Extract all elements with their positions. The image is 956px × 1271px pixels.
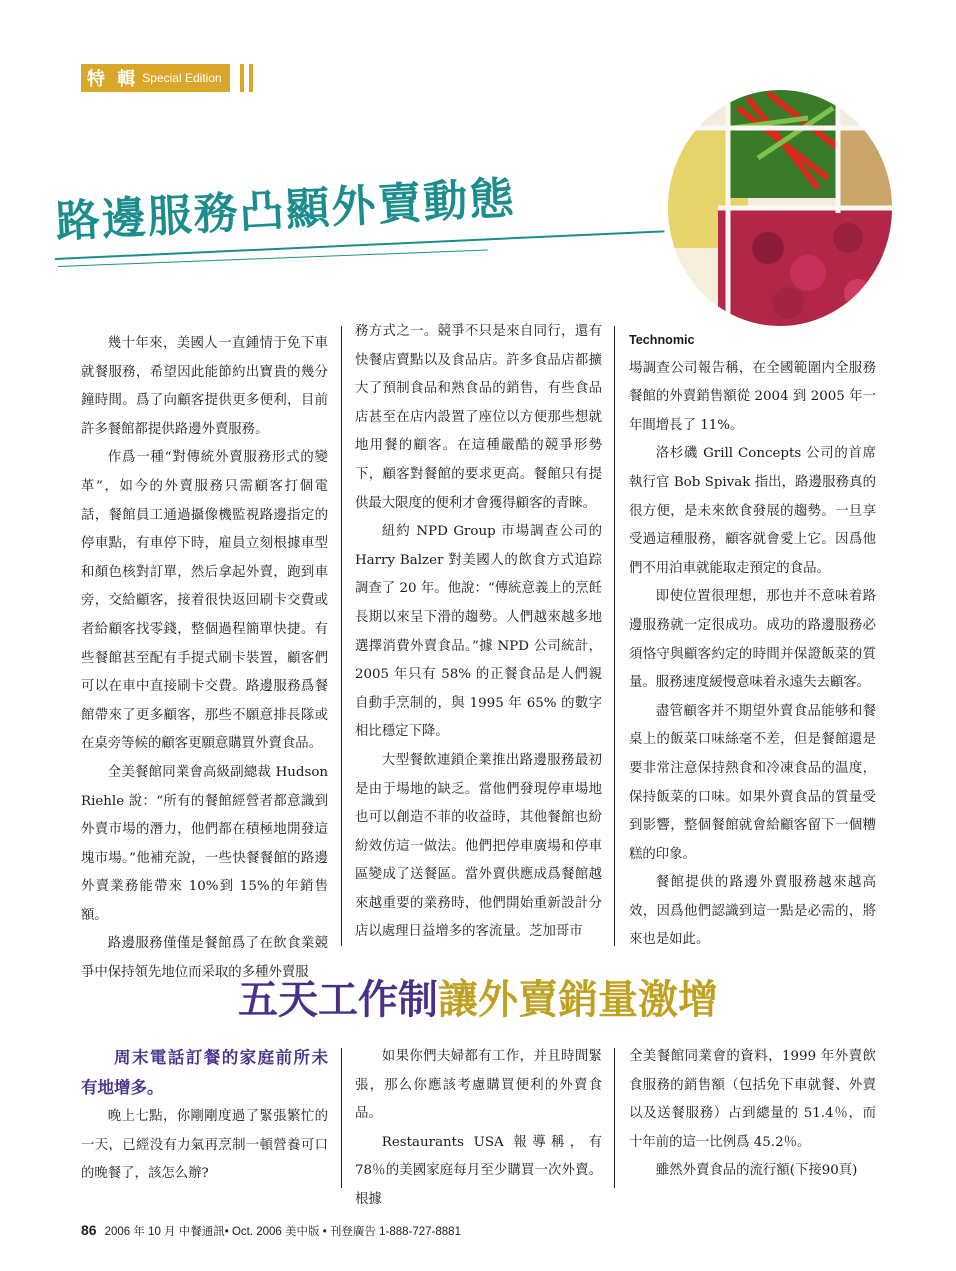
paragraph: Restaurants USA 報導稱，有 78％的美國家庭每月至少購買一次外賣。根據	[355, 1134, 602, 1207]
title-underline-2	[58, 249, 488, 267]
article1-column-2	[355, 318, 602, 947]
paragraph: 如果你們夫婦都有工作，并且時間緊張，那么你應該考慮購買便利的外賣食品。	[355, 1049, 602, 1122]
article2-column-1	[81, 1043, 328, 1189]
section-bar-1	[240, 64, 244, 92]
column-divider	[341, 1048, 342, 1188]
footer-text: 2006 年 10 月 中餐通訊• Oct. 2006 美中版 • 刊登廣告 1-888-727-8881	[104, 1226, 461, 1238]
paragraph: 場調查公司報告稱，在全國範圍内全服務餐館的外賣銷售額從 2004 到 2005 年一年間增長了 11%。	[629, 360, 876, 433]
paragraph: 全美餐館同業會的資料，1999 年外賣飲食服務的銷售額（包括免下車就餐、外賣以及送餐服務）占到總量的 51.4％，而十年前的這一比例爲 45.2％。	[629, 1049, 876, 1150]
article2-lead: 周末電話訂餐的家庭前所未有地增多。	[81, 1048, 328, 1097]
article1-title: 路邊服務凸顯外賣動態	[54, 172, 517, 248]
paragraph: Technomic	[629, 333, 695, 347]
food-photo	[668, 88, 893, 328]
page-number: 86	[81, 1222, 97, 1238]
paragraph: 晚上七點，你剛剛度過了緊張繁忙的一天，已經没有力氣再烹制一頓營養可口的晚餐了，該怎么辦?	[81, 1109, 328, 1182]
column-divider	[614, 326, 615, 946]
paragraph: 作爲一種“對傳統外賣服務形式的變革”，如今的外賣服務只需顧客打個電話，餐館員工通過攝像機監視路邊指定的停車點，有車停下時，雇員立刻根據車型和顏色核對訂單，然后拿起外賣，跑到車旁，交給顧客，接着很快返回刷卡交費或者給顧客找零錢，整個過程簡單快捷。有些餐館甚至配有手提式刷卡裝置，顧客們可以在車中直接刷卡交費。路邊服務爲餐館帶來了更多顧客，那些不願意排長隊或在桌旁等候的顧客更願意購買外賣食品。	[81, 450, 328, 752]
article1-column-3	[629, 326, 876, 955]
article1-column-1	[81, 330, 328, 988]
paragraph: 全美餐館同業會高級副總裁 Hudson Riehle 說：“所有的餐館經營者都意識到外賣市場的潛力，他們都在積極地開發這塊市場。”他補充說，一些快餐餐館的路邊外賣業務能帶來 10%到 15%的年銷售額。	[81, 764, 328, 923]
article2-title-part1: 五天工作制	[238, 976, 438, 1023]
paragraph: 大型餐飲連鎖企業推出路邊服務最初是由于場地的缺乏。當他們發現停車場地也可以創造不菲的收益時，其他餐館也紛紛效仿這一做法。他們把停車廣場和停車區變成了送餐區。當外賣供應成爲餐館越來越重要的業務時，他們開始重新設計分店以處理日益增多的客流量。芝加哥市	[355, 752, 602, 940]
paragraph: 紐約 NPD Group 市場調查公司的 Harry Balzer 對美國人的飲食方式追踪調查了 20 年。他說：“傳統意義上的烹飪長期以來呈下滑的趨勢。人們越來越多地選擇消費外賣食品。”據 NPD 公司統計，2005 年只有 58% 的正餐食品是人們親自動手烹制的，與 1995 年 65% 的數字相比穩定下降。	[355, 524, 602, 740]
column-divider	[341, 326, 342, 946]
page-footer	[81, 1222, 461, 1239]
article2-title-part2: 讓外賣銷量激增	[438, 976, 718, 1023]
paragraph: 務方式之一。競爭不只是來自同行，還有快餐店賣點以及食品店。許多食品店都擴大了預制食品和熟食品的銷售，有些食品店甚至在店内設置了座位以方便那些想就地用餐的顧客。在這種嚴酷的競爭形勢下，顧客對餐館的要求更高。餐館只有提供最大限度的便利才會獲得顧客的青睞。	[355, 324, 602, 511]
paragraph: 幾十年來，美國人一直鍾情于免下車就餐服務，希望因此能節約出寶貴的幾分鐘時間。爲了向顧客提供更多便利，目前許多餐館都提供路邊外賣服務。	[81, 336, 328, 437]
section-label-zh: 特 輯	[87, 69, 139, 90]
paragraph: 餐館提供的路邊外賣服務越來越高效，因爲他們認識到這一點是必需的，將來也是如此。	[629, 875, 876, 948]
paragraph: 盡管顧客并不期望外賣食品能够和餐桌上的飯菜口味絲毫不差，但是餐館還是要非常注意保持熱食和冷凍食品的温度，保持飯菜的口味。如果外賣食品的質量受到影響，整個餐館就會給顧客留下一個糟糕的印象。	[629, 703, 876, 862]
column-divider	[614, 1048, 615, 1188]
paragraph: 雖然外賣食品的流行額(下接90頁)	[655, 1163, 858, 1179]
paragraph: 路邊服務僅僅是餐館爲了在飲食業競爭中保持領先地位而采取的多種外賣服	[81, 936, 328, 981]
article2-column-2	[355, 1043, 602, 1215]
article2-title	[0, 968, 956, 1025]
paragraph: 洛杉磯 Grill Concepts 公司的首席執行官 Bob Spivak 指出，路邊服務真的很方便，是未來飲食發展的趨勢。一旦享受過這種服務，顧客就會愛上它。因爲他們不用泊車就能取走預定的食品。	[629, 446, 876, 576]
paragraph: 即使位置很理想，那也并不意味着路邊服務就一定很成功。成功的路邊服務必須恪守與顧客約定的時間并保證飯菜的質量。服務速度緩慢意味着永遠失去顧客。	[629, 589, 876, 691]
section-tag	[81, 64, 230, 92]
article2-column-3	[629, 1043, 876, 1186]
section-bar-2	[249, 64, 253, 92]
section-label-en: Special Edition	[142, 71, 222, 85]
